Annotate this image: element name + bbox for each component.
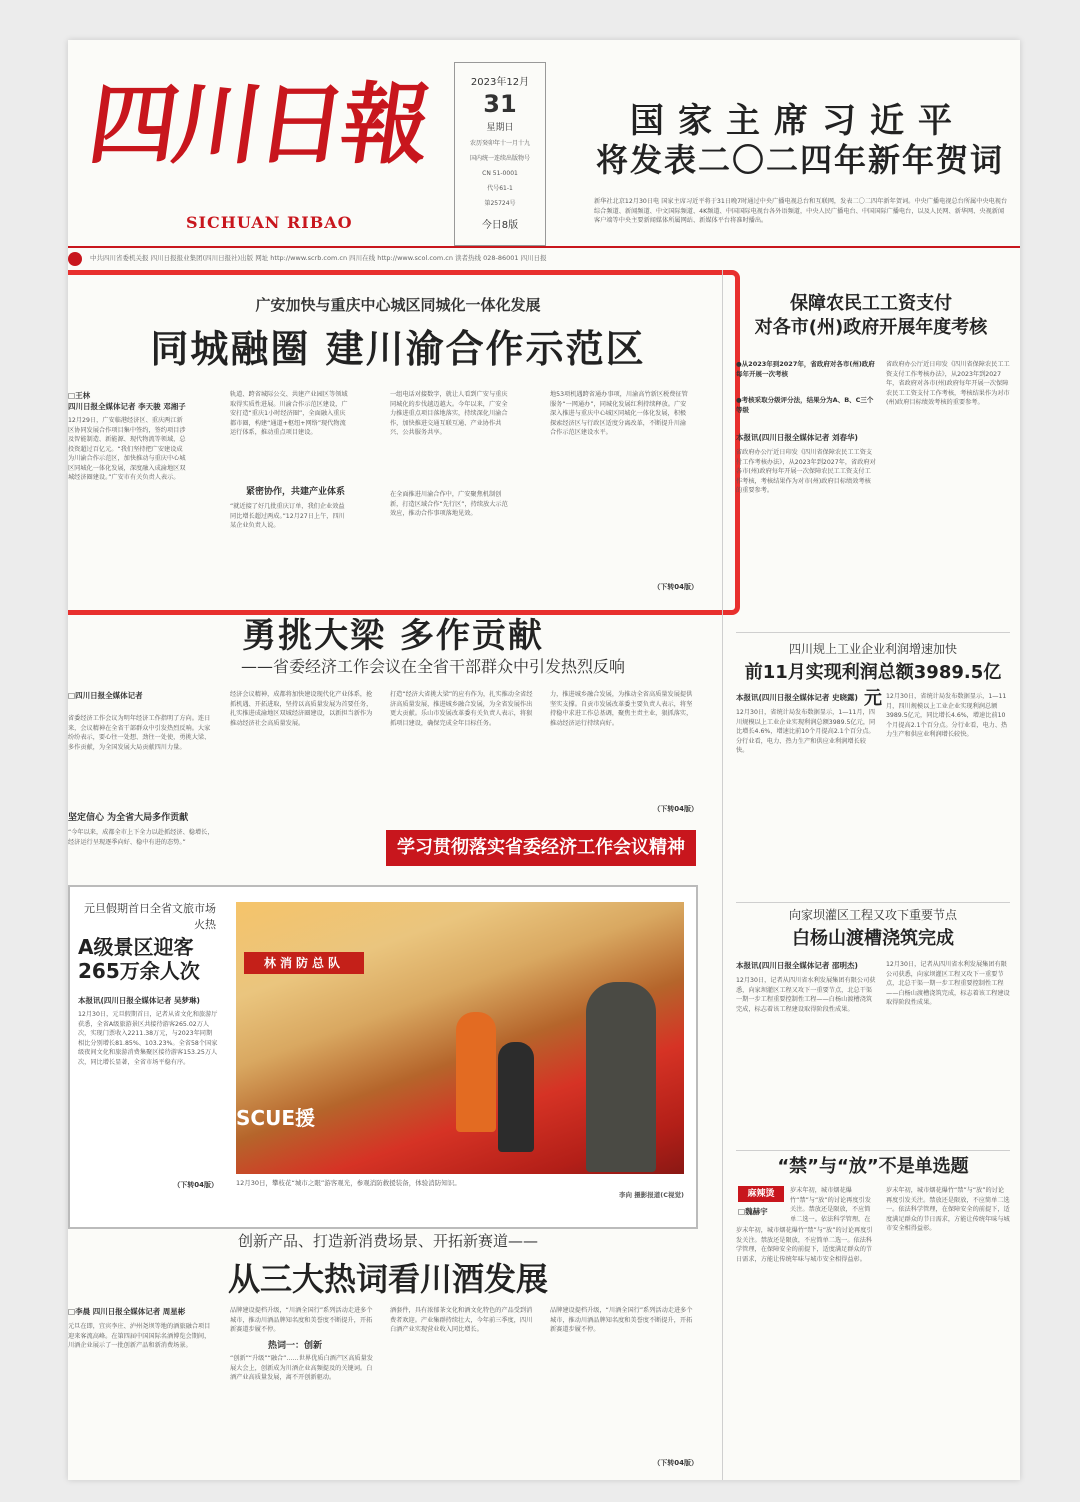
postal-code: 代号61-1 [487,185,513,192]
highlight-frame [68,270,740,615]
top-story-byline: □王林 四川日报全媒体记者 李天骏 邓湘子 [68,391,186,411]
date-box [454,62,546,246]
story2-banner: 学习贯彻落实省委经济工作会议精神 [386,830,696,866]
top-story-subhead: 紧密协作，共建产业体系 [246,487,346,497]
masthead-info-band [68,246,1020,270]
sidebar2-kicker: 四川规上工业企业利润增速加快 [788,642,957,656]
photo-caption: 12月30日，攀枝花“城市之眼”游客观光，参观消防救援装备，体验消防知识。 [236,1179,461,1187]
date-year-month: 2023年12月 [470,77,530,88]
liquor-subhead: 热词一：创新 [268,1341,323,1351]
date-lunar: 农历癸卯年十一月十九 [469,140,530,147]
top-story-col2b: “就近接了好几批重庆订单，我们企业效益同比增长超过两成。”12月27日上午，四川某企业负责人说。 [230,503,345,529]
sidebar-divider-2 [736,902,1010,903]
story2-col2: 经济会议精神，成都将加快建设现代化产业体系，抢抓机遇、开拓进取，坚持以高质量发展为首要任务，扎实推进成渝地区双城经济圈建设，以新担当新作为推动经济社会高质量发展。 [230,691,373,727]
lead-headline-line2: 将发表二〇二四年新年贺词 [595,141,1004,179]
sidebar3-body-col2: 12月30日，记者从四川省水利发展集团有限公司获悉，向家坝灌区工程又攻下一重要节点，北总干渠一期一步工程重要控制性工程——白杨山渡槽浇筑完成，标志着该工程建设取得阶段性成果。 [886,961,1010,1006]
sidebar2-body: 12月30日，省统计局发布数据显示，1—11月，四川规模以上工业企业实现利润总额3989.5亿元，同比增长4.6%，增速比前10个月提高2.1个百分点。分行业看，电力、热力生产和供应业利润增长较快。 [736,709,876,754]
top-story-col1: 12月29日，广安临港经济区、重庆两江新区协同发展合作项目集中签约，签约项目涉及智能制造、新能源、现代物流等领域，总投资超过百亿元。“我们坚持把广安建设成为川渝合作示范区，加快推动与重庆中心城区同城化一体化发展，深度融入成渝地区双城经济圈建设。”广安市有关负责人表示。 [68,417,186,481]
story2-headline: 勇挑大梁 多作贡献 [242,616,544,656]
tourism-kicker: 元旦假期首日全省文旅市场火热 [84,902,216,931]
top-story-col3b: 在全面推进川渝合作中，广安聚焦机制创新，打造区域合作“先行区”，持续放大示范效应，推动合作事项落地见效。 [390,491,508,517]
top-story-col3: 一组电话对接数字，就让人看到广安与重庆同城化的步伐越迈越大。今年以来，广安全力推进重点项目落地落实，持续深化川渝合作，加快推进交通互联互通、产业协作共兴、公共服务共享。 [390,391,508,436]
liquor-col2: “创新”“升级”“融合”……世界优质白酒产区高质量发展大会上，创新成为川酒企业高频提及的关键词。白酒产业高质量发展，离不开创新驱动。 [230,1355,373,1381]
sidebar4-body-intro: 岁末年初，城市烟花爆竹“禁”与“放”的讨论再度引发关注。禁放还是限放，不应简单二选一。依法科学管理，在 [790,1187,871,1222]
issue-number: 第25724号 [484,200,516,207]
liquor-col4: 品牌建设提档升级，“川酒全国行”系列活动走进多个城市，推动川酒品牌知名度和美誉度不断提升，开拓新赛道步履不停。 [550,1307,693,1333]
tourism-body: 12月30日，元旦假期首日，记者从省文化和旅游厅获悉，全省A级旅游景区共接待游客265.02万人次，实现门票收入2211.38万元，与2023年同期相比分别增长81.85%、103.23%。全省58个国家级夜间文化和旅游消费集聚区接待游客153.25万人次，同比增长显著，全省市场平稳有序。 [78,1011,218,1066]
photo-credit: 李向 摄影报道(C视觉) [619,1191,684,1199]
band-info-text: 中共四川省委机关报 四川日报报业集团(四川日报社)出版 网址 http://www.scrb.com.cn 四川在线 http://www.scol.com.cn 读者热线 028-86001 四川日报 [90,254,547,262]
date-weekday: 星期日 [486,123,514,133]
story2-subheadline: ——省委经济工作会议在全省干部群众中引发热烈反响 [240,657,625,676]
top-story-kicker: 广安加快与重庆中心城区同城化一体化发展 [255,296,541,314]
sidebar1-bullet-2: ●考核采取分级评分法，结果分为A、B、C三个等级 [736,396,874,414]
tourism-continued: （下转04版） [173,1181,218,1189]
sidebar1-bullet-1: ●从2023年到2027年，省政府对各市(州)政府每年开展一次考核 [736,360,875,378]
top-story-continued: （下转04版） [653,583,698,591]
story2-col4: 力，推进城乡融合发展，为推动全省高质量发展提供坚实支撑。自贡市发展改革委主要负责人表示，将坚持稳中求进工作总基调，聚焦主责主业，狠抓落实，推动经济运行持续向好。 [550,691,693,727]
top-story-col2: 轨道、跨省城际公交、共建产业园区等领域取得实质性进展。川渝合作示范区建设，广安打造“重庆1小时经济圈”，全面融入重庆都市圈，构建“通道+枢纽+网络”现代物流运行体系，推动重点项目建设。 [230,391,348,436]
sidebar2-byline: 本报讯(四川日报全媒体记者 史晓露) [736,693,858,702]
story2-subhead: 坚定信心 为全省大局多作贡献 [68,813,189,823]
photo-sign: 林消防总队 [244,952,364,974]
sidebar4-column-label: 麻辣烫 [738,1186,784,1202]
liquor-byline: □李晨 四川日报全媒体记者 周星彬 [68,1307,186,1316]
sidebar4-body-col2: 岁末年初，城市烟花爆竹“禁”与“放”的讨论再度引发关注。禁放还是限放，不应简单二选一。依法科学管理，在保障安全的前提下，适度满足群众的节日需求，方能让传统年味与城市安全相得益彰。 [886,1187,1010,1232]
visitor-figure [586,982,656,1172]
tourism-byline: 本报讯(四川日报全媒体记者 吴梦琳) [78,996,200,1005]
photo-truck-text: SCUE援 [236,1106,315,1130]
liquor-col2-intro: 品牌建设提档升级，“川酒全国行”系列活动走进多个城市，推动川酒品牌知名度和美誉度不断提升，开拓新赛道步履不停。 [230,1307,373,1333]
issn-label: 国内统一连续出版物号 [469,155,530,162]
masthead-title: 四川日報 [82,72,434,176]
masthead-subtitle: SICHUAN RIBAO [186,213,353,232]
news-photo [236,902,684,1174]
page-count: 今日8版 [481,220,519,231]
lead-headline-line1: 国家主席习近平 [630,101,966,141]
liquor-headline: 从三大热词看川酒发展 [227,1260,548,1298]
sidebar3-byline: 本报讯(四川日报全媒体记者 邵明杰) [736,961,858,970]
liquor-col1: 元旦在即，宜宾李庄、泸州尧坝等地的酒旅融合项目迎来客流高峰。在第四届中国国际名酒博览会期间，川酒企业展示了一批创新产品和新消费场景。 [68,1323,211,1349]
sidebar2-headline: 前11月实现利润总额3989.5亿元 [744,662,1002,709]
sidebar1-body: 省政府办公厅近日印发《四川省保障农民工工资支付工作考核办法》，从2023年到2027年，省政府对各市(州)政府每年开展一次保障农民工工资支付工作考核，考核结果作为对市(州)政府目标绩效考核的重要参考。 [736,449,876,494]
liquor-col3: 酒套件，具有浓郁茶文化和酒文化特色的产品受到消费者欢迎。产业集群持续壮大，今年前三季度，四川白酒产业实现营业收入同比增长。 [390,1307,533,1333]
sidebar3-body: 12月30日，记者从四川省水利发展集团有限公司获悉，向家坝灌区工程又攻下一重要节点，北总干渠一期一步工程重要控制性工程——白杨山渡槽浇筑完成，标志着该工程建设取得阶段性成果。 [736,977,876,1013]
story2-continued: （下转04版） [653,805,698,813]
tourism-headline: A级景区迎客265万余人次 [78,935,200,983]
sidebar2-body-col2: 12月30日，省统计局发布数据显示，1—11月，四川规模以上工业企业实现利润总额3989.5亿元，同比增长4.6%，增速比前10个月提高2.1个百分点。分行业看，电力、热力生产和供应业利润增长较快。 [886,693,1008,738]
sidebar1-byline: 本报讯(四川日报全媒体记者 刘春华) [736,433,858,442]
newspaper-page [68,40,1020,1480]
liquor-kicker: 创新产品、打造新消费场景、开拓新赛道—— [237,1232,538,1250]
story2-col3: 打造“经济大省挑大梁”的应有作为，扎实推动全省经济高质量发展，推进城乡融合发展，为全省发展作出更大贡献。乐山市发展改革委有关负责人表示，将狠抓项目建设，确保完成全年目标任务。 [390,691,533,727]
child-figure [498,1042,534,1152]
story2-col1b: “今年以来，成都全市上下全力以赴抓经济、稳增长，经济运行呈现逐季向好、稳中有进的态势。” [68,829,214,846]
story2-col1: 省委经济工作会议为明年经济工作指明了方向。连日来，会议精神在全省干部群众中引发热烈反响。大家纷纷表示，要心往一处想、劲往一处使，勇挑大梁、多作贡献，为全国发展大局贡献四川力量。 [68,715,211,751]
sidebar3-kicker: 向家坝灌区工程又攻下重要节点 [788,908,957,922]
liquor-continued: （下转04版） [653,1459,698,1467]
firefighter-figure [456,1012,496,1132]
story2-byline: □四川日报全媒体记者 [68,691,143,700]
sidebar3-headline: 白杨山渡槽浇筑完成 [792,928,954,949]
lead-body: 新华社北京12月30日电 国家主席习近平将于31日晚7时通过中央广播电视总台和互联网，发表二〇二四年新年贺词。中央广播电视总台所属中央电视台综合频道、新闻频道、中文国际频道、4K频道、中国国际电视台各外语频道，中央人民广播电台、中国国际广播电台，以及人民网、新华网、央视新闻客户端等中央主要新闻媒体所属网站、新媒体平台将准时播出。 [594,198,1008,224]
top-story-col4: 地53项机遇跨省通办事项，川渝高竹新区税费征管服务“一网通办”，同城化发展红利持续释放。广安深入推进与重庆中心城区同城化一体化发展，积极探索经济区与行政区适度分离改革，不断提升川渝合作示范区建设水平。 [550,391,688,436]
column-divider [722,270,723,1480]
sidebar-divider-1 [736,632,1010,633]
sidebar4-headline: “禁”与“放”不是单选题 [777,1156,969,1177]
sidebar1-headline: 保障农民工工资支付 对各市(州)政府开展年度考核 [754,293,988,338]
sidebar1-body-col2: 省政府办公厅近日印发《四川省保障农民工工资支付工作考核办法》，从2023年到2027年，省政府对各市(州)政府每年开展一次保障农民工工资支付工作考核，考核结果作为对市(州)政府目标绩效考核的重要参考。 [886,361,1010,406]
top-story-headline: 同城融圈 建川渝合作示范区 [150,327,646,371]
sidebar4-body: 岁末年初，城市烟花爆竹“禁”与“放”的讨论再度引发关注。禁放还是限放，不应简单二选一。依法科学管理，在保障安全的前提下，适度满足群众的节日需求，方能让传统年味与城市安全相得益彰。 [736,1227,873,1263]
sidebar4-byline: □魏赫宇 [738,1207,768,1216]
date-day: 31 [483,90,517,118]
paper-logo-icon [68,252,82,266]
cn-number: CN 51-0001 [482,170,518,177]
sidebar-divider-3 [736,1150,1010,1151]
